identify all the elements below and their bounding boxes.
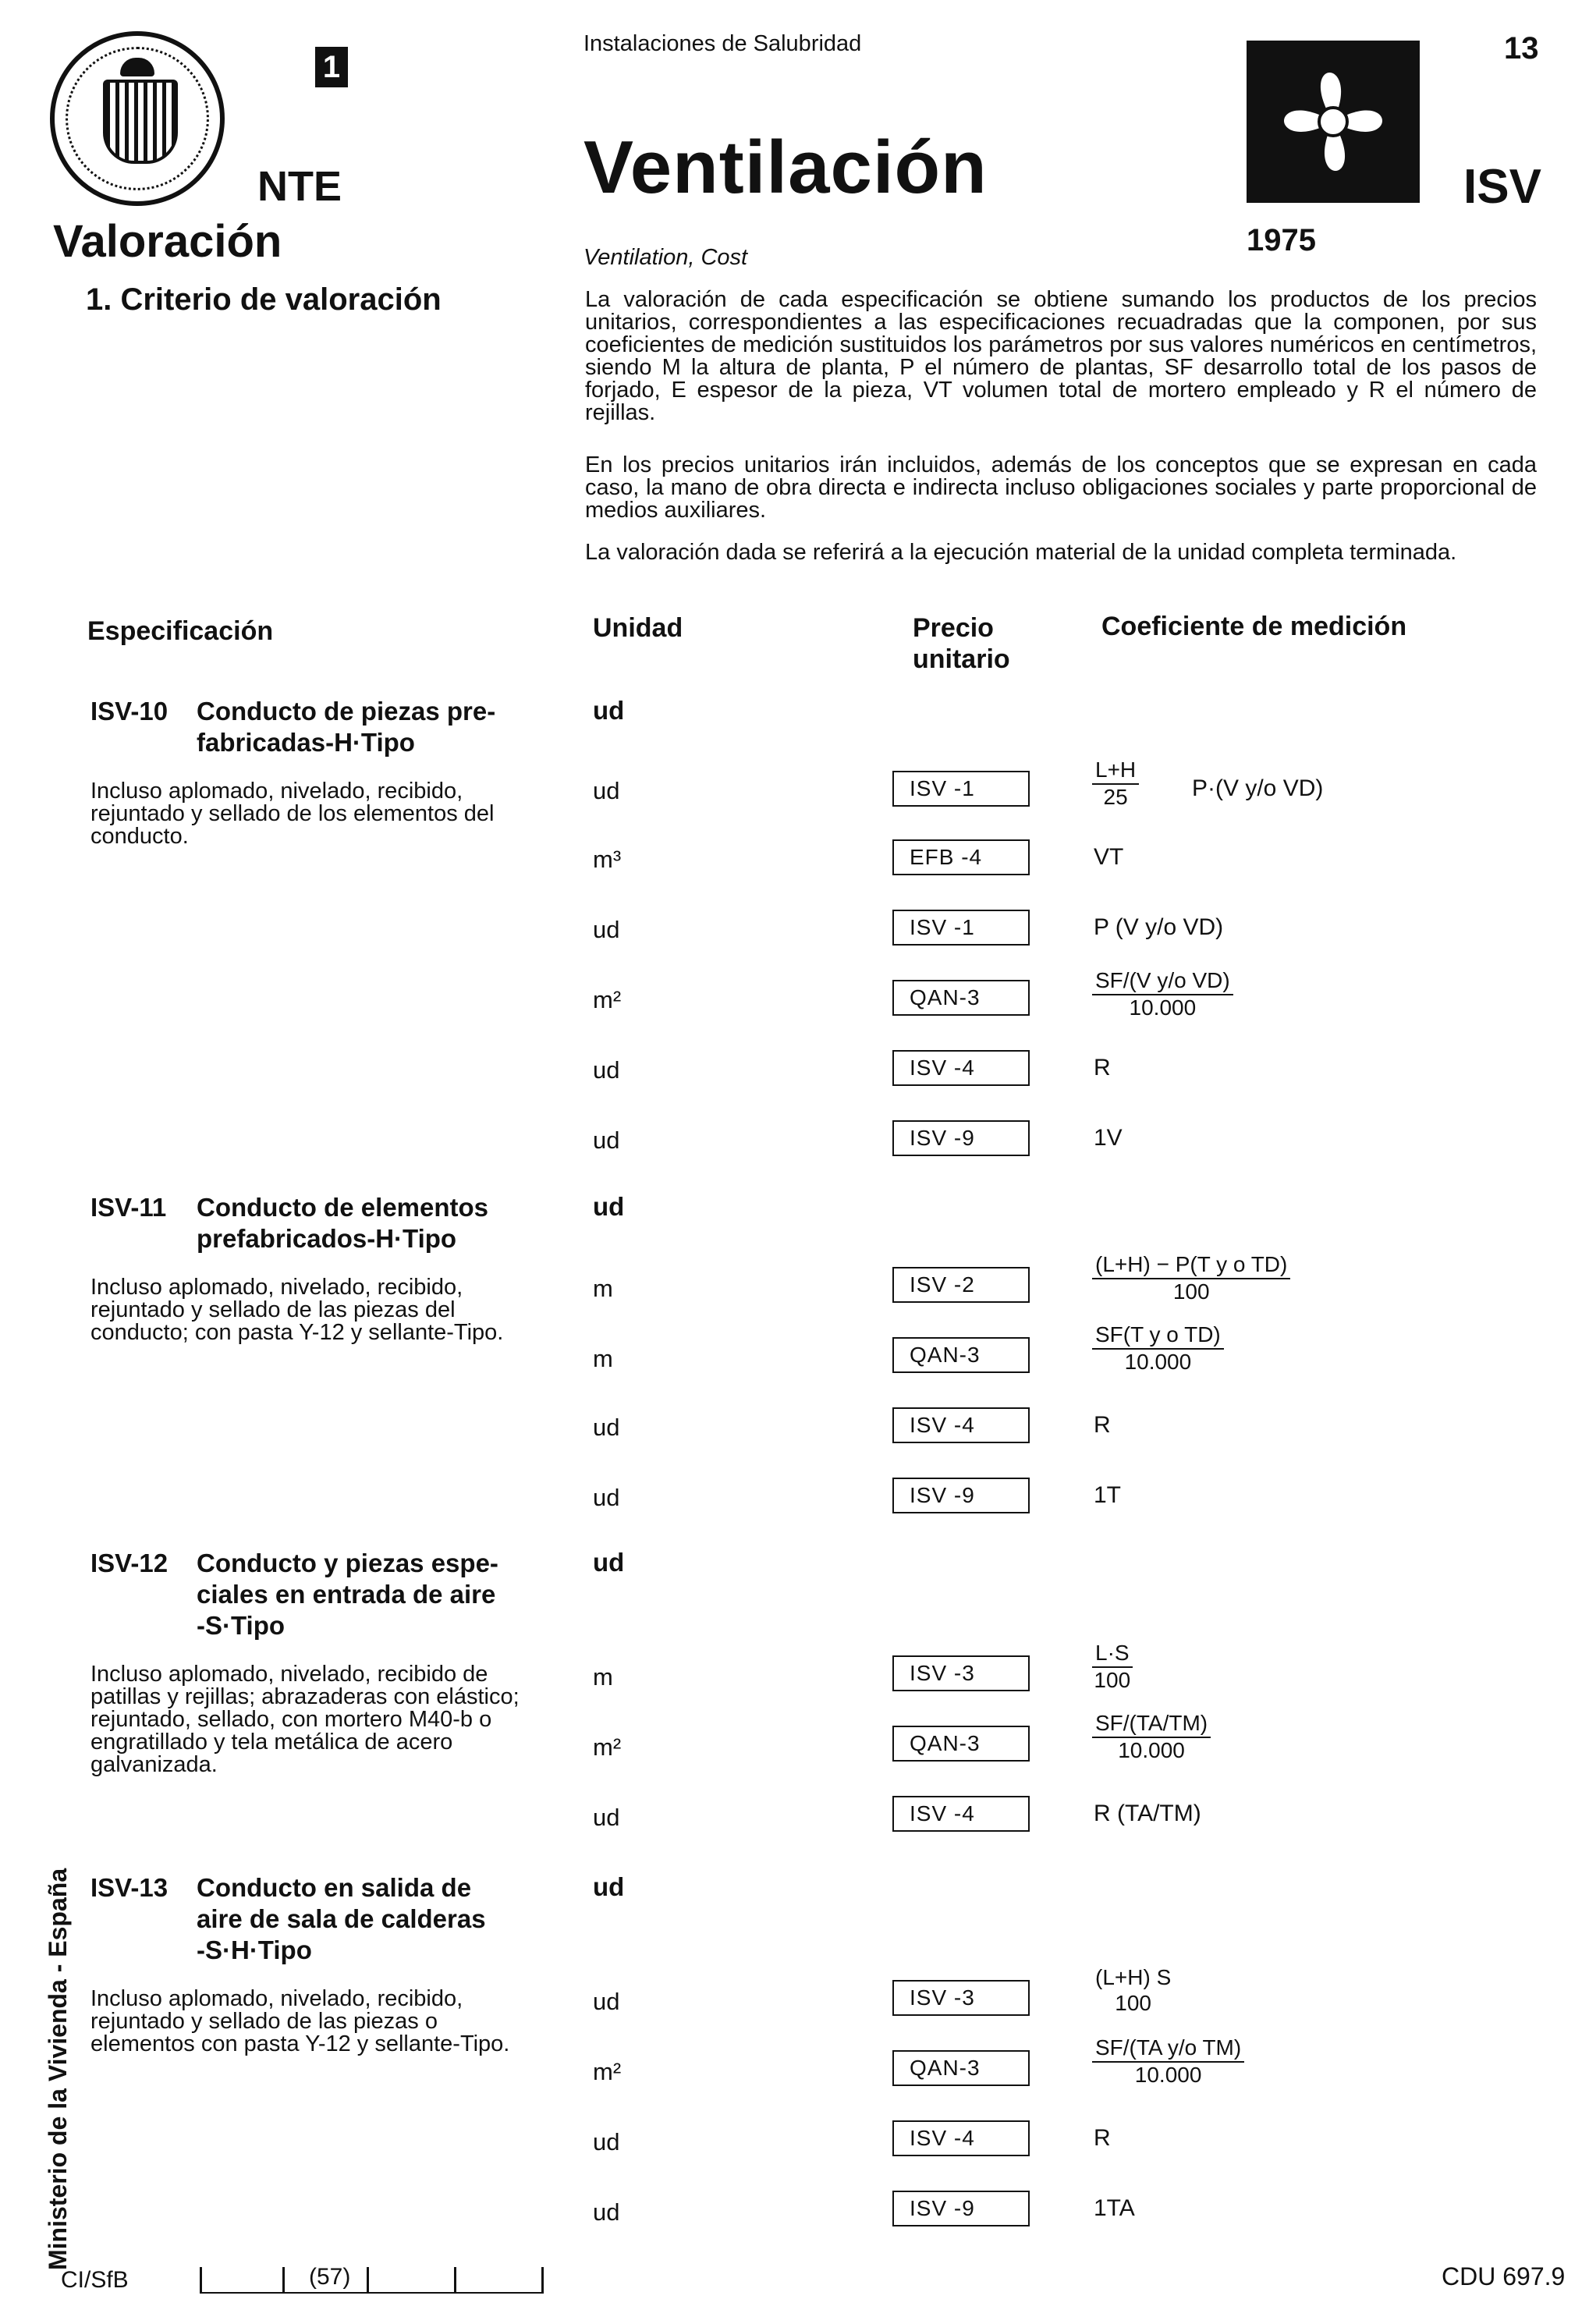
row-unit: m xyxy=(593,1275,613,1302)
section-title: Valoración xyxy=(53,216,282,267)
coef-fraction: $\frac{\text{SF(T y o TD)}}{10.000}$ xyxy=(1092,1322,1224,1375)
price-code-box: ISV -4 xyxy=(892,1050,1030,1086)
price-code-box: ISV -1 xyxy=(892,910,1030,946)
spec-title-isv12: ISV-12 Conducto y piezas espe- ciales en entrada de aire -S·Tipo xyxy=(90,1549,498,1640)
intro-paragraph-2: En los precios unitarios irán incluidos, además de los conceptos que se expresan en cada caso, la mano de obra directa e indirecta incluso obligaciones sociales y parte proporcional de medios auxiliares. xyxy=(585,452,1537,523)
price-code-box: ISV -4 xyxy=(892,1796,1030,1832)
cdu-label: CDU 697.9 xyxy=(1442,2262,1566,2290)
price-code-box: QAN-3 xyxy=(892,980,1030,1016)
price-code-box: ISV -9 xyxy=(892,2191,1030,2226)
doc-code: ISV xyxy=(1463,160,1541,214)
coef-value: R (TA/TM) xyxy=(1094,1801,1201,1826)
row-unit: ud xyxy=(593,777,620,804)
nte-label: NTE xyxy=(257,163,342,210)
row-unit: ud xyxy=(593,1414,620,1441)
cisfb-value: (57) xyxy=(309,2264,351,2290)
year-label: 1975 xyxy=(1247,223,1316,257)
coef-fraction: $\frac{SF/(TA/TM)}{10.000}$ xyxy=(1092,1710,1211,1763)
fan-icon xyxy=(1247,41,1420,203)
cisfb-tick xyxy=(454,2267,456,2294)
price-code-box: ISV -3 xyxy=(892,1655,1030,1691)
spec-desc-isv11: Incluso aplomado, nivelado, recibido, rejuntado y sellado de las piezas del conducto; con pasta Y-12 y sellante-Tipo. xyxy=(90,1275,504,1345)
price-code-box: ISV -2 xyxy=(892,1267,1030,1303)
header-coef: Coeficiente de medición xyxy=(1101,612,1407,641)
spec-unit-isv11: ud xyxy=(593,1192,625,1221)
row-unit: m xyxy=(593,1663,613,1691)
spec-title-isv11: ISV-11 Conducto de elementos prefabricados-H·Tipo xyxy=(90,1193,489,1253)
row-unit: ud xyxy=(593,2128,620,2155)
cisfb-tick xyxy=(200,2267,202,2294)
page-number: 13 xyxy=(1504,31,1539,66)
price-code-box: QAN-3 xyxy=(892,1726,1030,1762)
coef-fraction: $\frac{\text{SF/(TA y/o TM)}}{10.000}$ xyxy=(1092,2035,1244,2088)
header-unit: Unidad xyxy=(593,613,683,643)
price-code-box: ISV -3 xyxy=(892,1980,1030,2016)
category-label: Instalaciones de Salubridad xyxy=(583,31,862,56)
price-code-box: ISV -4 xyxy=(892,2120,1030,2156)
header-spec: Especificación xyxy=(87,616,274,646)
coef-value: R xyxy=(1094,1412,1111,1438)
row-unit: ud xyxy=(593,1484,620,1511)
price-code-box: ISV -4 xyxy=(892,1407,1030,1443)
row-unit: ud xyxy=(593,1804,620,1831)
coef-value: R xyxy=(1094,2125,1111,2151)
spec-title-isv13: ISV-13 Conducto en salida de aire de sala de calderas -S·H·Tipo xyxy=(90,1873,486,1964)
price-code-box: EFB -4 xyxy=(892,839,1030,875)
row-unit: m² xyxy=(593,986,622,1013)
price-code-box: ISV -9 xyxy=(892,1120,1030,1156)
coef-fraction: $\frac{\text{SF/(V y/o VD)}}{10.000}$ xyxy=(1092,967,1233,1020)
intro-paragraph-3: La valoración dada se referirá a la ejecución material de la unidad completa terminada. xyxy=(585,540,1457,565)
coef-fraction: $\frac{L+H}{25}$ xyxy=(1092,757,1139,810)
price-code-box: QAN-3 xyxy=(892,2050,1030,2086)
row-unit: ud xyxy=(593,2198,620,2226)
spec-unit-isv13: ud xyxy=(593,1872,625,1901)
cisfb-tick xyxy=(367,2267,369,2294)
row-unit: ud xyxy=(593,1127,620,1154)
header-price-1: Precio xyxy=(913,613,994,643)
coef-value: 1T xyxy=(1094,1482,1122,1508)
coef-fraction: $\frac{L\cdot S}{100}$ xyxy=(1092,1640,1133,1693)
row-unit: m xyxy=(593,1345,613,1372)
price-code-box: ISV -9 xyxy=(892,1478,1030,1513)
row-unit: ud xyxy=(593,916,620,943)
spec-unit-isv10: ud xyxy=(593,696,625,725)
coef-value: VT xyxy=(1094,844,1124,870)
row-unit: m³ xyxy=(593,846,622,873)
spec-desc-isv13: Incluso aplomado, nivelado, recibido, rejuntado y sellado de las piezas o elementos con pasta Y-12 y sellante-Tipo. xyxy=(90,1986,510,2056)
coef-value: 1TA xyxy=(1094,2195,1135,2221)
row-unit: m² xyxy=(593,2058,622,2085)
spec-desc-isv10: Incluso aplomado, nivelado, recibido, rejuntado y sellado de los elementos del conducto. xyxy=(90,779,495,849)
page-title: Ventilación xyxy=(583,126,988,209)
number-badge: 1 xyxy=(315,47,348,87)
coef-value: R xyxy=(1094,1055,1111,1080)
coef-value: P (V y/o VD) xyxy=(1094,914,1224,940)
row-unit: ud xyxy=(593,1056,620,1084)
cisfb-line xyxy=(200,2292,543,2294)
coef-tail: P·(V y/o VD) xyxy=(1192,775,1324,801)
intro-paragraph-1: La valoración de cada especificación se obtiene sumando los productos de los precios unitarios, correspondientes a las especificaciones recuadradas que la componen, por sus coeficientes de medición sustituidos los parámetros por sus valores numéricos en centímetros, siendo M la altura de planta, P el número de plantas, SF desarrollo total de los pasos de forjado, E espesor de la pieza, VT volumen total de mortero empleado y R el número de rejillas. xyxy=(585,287,1537,425)
spec-unit-isv12: ud xyxy=(593,1548,625,1577)
coef-value: 1V xyxy=(1094,1125,1123,1151)
cisfb-tick xyxy=(541,2267,544,2294)
cisfb-label: CI/SfB xyxy=(61,2267,129,2293)
coef-fraction: $\frac{\text{(L+H) − P(T y o TD)}}{100}$ xyxy=(1092,1251,1290,1304)
price-code-box: ISV -1 xyxy=(892,771,1030,807)
price-code-box: QAN-3 xyxy=(892,1337,1030,1373)
ministry-seal xyxy=(50,31,225,206)
row-unit: ud xyxy=(593,1988,620,2015)
cisfb-tick xyxy=(282,2267,285,2294)
header-price-2: unitario xyxy=(913,644,1010,674)
coef-fraction: (L+H) S 100 xyxy=(1095,1965,1172,2015)
row-unit: m² xyxy=(593,1733,622,1761)
page-subtitle: Ventilation, Cost xyxy=(583,245,748,270)
spec-title-isv10: ISV-10 Conducto de piezas pre- fabricadas-H·Tipo xyxy=(90,697,496,757)
spec-desc-isv12: Incluso aplomado, nivelado, recibido de patillas y rejillas; abrazaderas con elástico; rejuntado, sellado, con mortero M40-b o engratillado y tela metálica de acero galvanizada. xyxy=(90,1662,520,1777)
ministry-vertical-label: Ministerio de la Vivienda - España xyxy=(44,1868,72,2270)
criterion-heading: 1. Criterio de valoración xyxy=(86,282,442,317)
